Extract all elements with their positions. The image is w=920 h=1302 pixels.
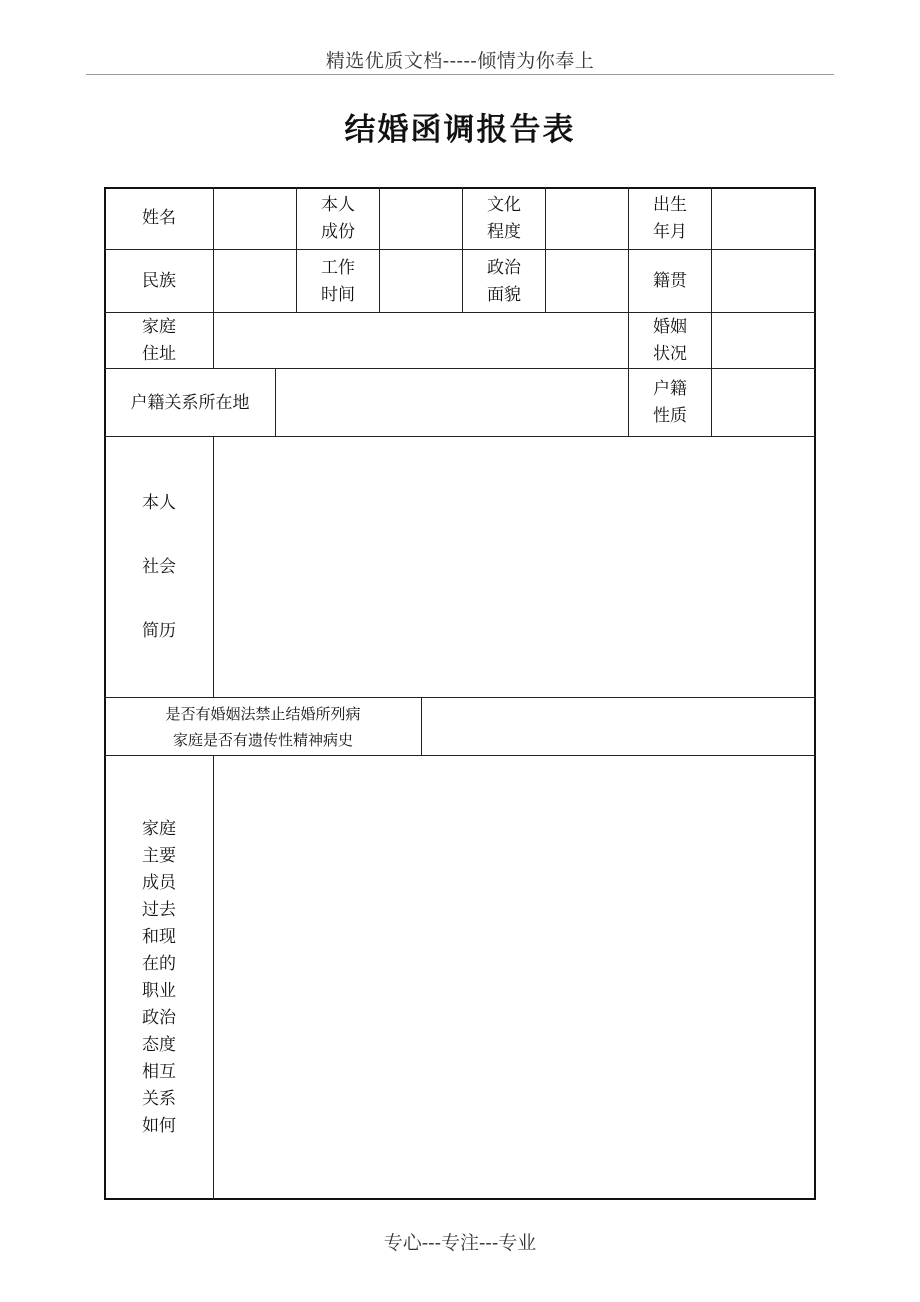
disease-question-line-1: 是否有婚姻法禁止结婚所列病 — [165, 705, 361, 723]
social-resume-label-line-2: 社会 — [142, 557, 176, 577]
page-header: 精选优质文档-----倾情为你奉上 — [325, 50, 595, 72]
household-location-label-text: 户籍关系所在地 — [130, 392, 250, 413]
marital-status-field[interactable] — [712, 313, 814, 368]
family-members-label-line: 成员 — [142, 873, 176, 893]
worktime-label-line-2: 时间 — [321, 284, 355, 305]
birth-label — [628, 187, 712, 250]
social-resume-label-line-1: 本人 — [142, 493, 176, 513]
name-field[interactable] — [214, 188, 296, 249]
marital-status-label — [628, 313, 712, 369]
political-label-line-2: 面貌 — [487, 284, 521, 305]
household-location-field[interactable] — [276, 369, 628, 436]
education-label — [462, 187, 546, 250]
form-title: 结婚函调报告表 — [344, 112, 576, 148]
birth-label-line-2: 年月 — [653, 221, 687, 242]
birth-label-line-1: 出生 — [653, 194, 687, 215]
origin-field[interactable] — [380, 188, 462, 249]
native-place-label-text: 籍贯 — [653, 271, 687, 291]
home-address-label-line-1: 家庭 — [142, 317, 176, 337]
home-address-label — [104, 313, 214, 369]
family-members-field[interactable] — [214, 756, 814, 1199]
worktime-label — [296, 250, 380, 313]
origin-label-line-2: 成份 — [321, 221, 355, 242]
family-members-label-line: 相互 — [142, 1062, 176, 1082]
household-type-label-line-1: 户籍 — [653, 379, 687, 399]
family-members-label-line: 在的 — [142, 954, 176, 974]
household-type-field[interactable] — [712, 369, 814, 436]
family-members-label-line: 政治 — [142, 1008, 176, 1028]
origin-label-line-1: 本人 — [321, 194, 355, 215]
family-members-label-line: 过去 — [142, 900, 176, 920]
political-label-line-1: 政治 — [487, 257, 521, 278]
marital-status-label-line-2: 状况 — [653, 344, 687, 364]
disease-answer-field[interactable] — [422, 698, 814, 755]
family-members-label-lines — [142, 816, 176, 1140]
page-footer: 专心---专注---专业 — [383, 1232, 537, 1254]
social-resume-field[interactable] — [214, 437, 814, 697]
birth-field[interactable] — [712, 188, 814, 249]
family-members-label-line: 和现 — [142, 927, 176, 947]
ethnicity-field[interactable] — [214, 250, 296, 312]
home-address-label-line-2: 住址 — [142, 344, 176, 364]
disease-question-label — [104, 698, 422, 756]
social-resume-label — [104, 437, 214, 698]
family-members-label-line: 如何 — [142, 1116, 176, 1136]
political-label — [462, 250, 546, 313]
header-divider — [86, 74, 834, 75]
marital-status-label-line-1: 婚姻 — [653, 317, 687, 337]
political-field[interactable] — [546, 250, 628, 312]
family-members-label-line: 主要 — [142, 846, 176, 866]
family-members-label-line: 职业 — [142, 981, 176, 1001]
household-location-label — [104, 369, 276, 437]
family-members-label-line: 家庭 — [142, 819, 176, 839]
home-address-field[interactable] — [214, 313, 628, 368]
native-place-field[interactable] — [712, 250, 814, 312]
education-label-line-2: 程度 — [487, 221, 521, 242]
family-members-label — [104, 756, 214, 1200]
family-members-label-line: 关系 — [142, 1089, 176, 1109]
worktime-label-line-1: 工作 — [321, 257, 355, 278]
disease-question-line-2: 家庭是否有遗传性精神病史 — [172, 731, 353, 749]
native-place-label — [628, 250, 712, 313]
name-label-text: 姓名 — [142, 208, 176, 228]
household-type-label-line-2: 性质 — [653, 406, 687, 426]
ethnicity-label-text: 民族 — [142, 271, 176, 291]
name-label — [104, 187, 214, 250]
household-type-label — [628, 369, 712, 437]
ethnicity-label — [104, 250, 214, 313]
education-field[interactable] — [546, 188, 628, 249]
worktime-field[interactable] — [380, 250, 462, 312]
family-members-label-line: 态度 — [142, 1035, 176, 1055]
social-resume-label-line-3: 简历 — [142, 621, 176, 641]
education-label-line-1: 文化 — [487, 194, 521, 215]
origin-label — [296, 187, 380, 250]
